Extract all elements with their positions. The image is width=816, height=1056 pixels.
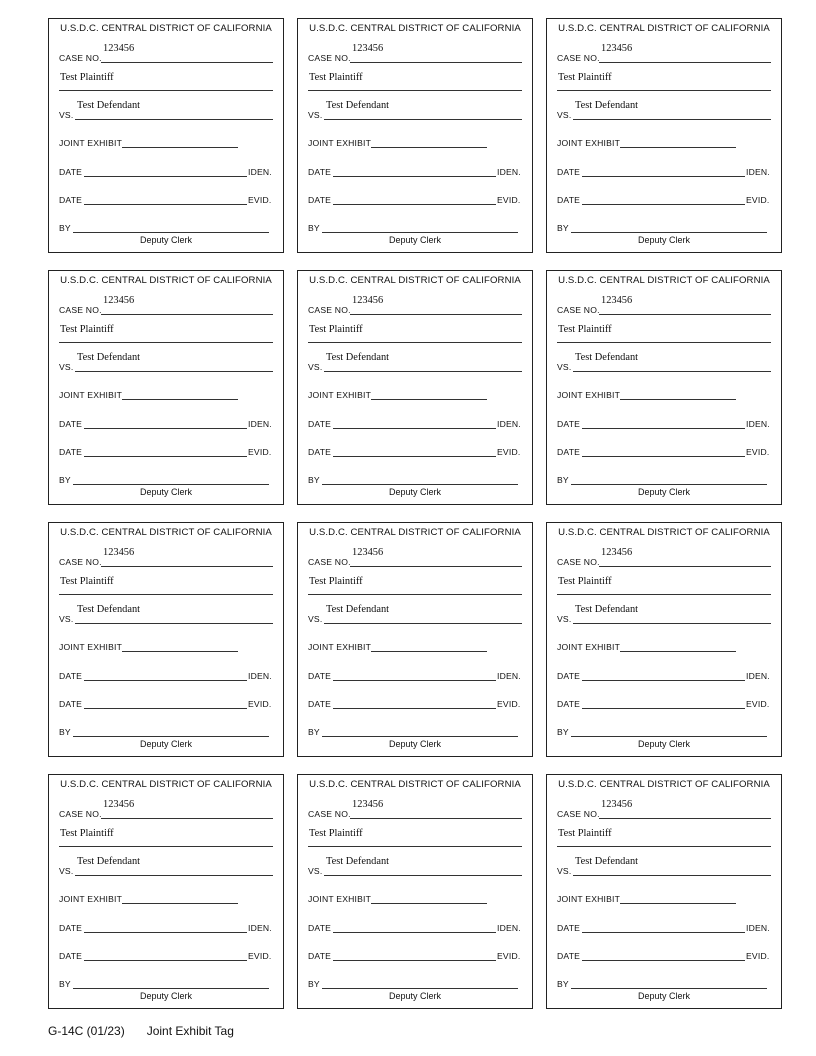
by-label: BY xyxy=(557,979,569,989)
vs-label: VS. xyxy=(557,362,572,372)
date-label: DATE xyxy=(308,167,332,177)
date-label: DATE xyxy=(59,671,83,681)
evid-label: EVID. xyxy=(746,447,770,457)
iden-date-line[interactable] xyxy=(333,428,496,429)
vs-label: VS. xyxy=(59,614,74,624)
plaintiff-line xyxy=(308,846,522,847)
date-label: DATE xyxy=(308,951,332,961)
case-no-label: CASE NO. xyxy=(59,305,102,315)
evid-label: EVID. xyxy=(746,699,770,709)
by-label: BY xyxy=(59,979,71,989)
evid-label: EVID. xyxy=(248,699,272,709)
defendant-value[interactable]: Test Defendant xyxy=(77,100,141,111)
case-no-value[interactable]: 123456 xyxy=(103,547,135,558)
defendant-line xyxy=(75,119,273,120)
vs-label: VS. xyxy=(59,110,74,120)
exhibit-tag xyxy=(546,774,782,1009)
defendant-value[interactable]: Test Defendant xyxy=(575,604,639,615)
deputy-clerk-label: Deputy Clerk xyxy=(388,991,442,1001)
deputy-clerk-label: Deputy Clerk xyxy=(637,739,691,749)
exhibit-tag xyxy=(48,270,284,505)
iden-label: IDEN. xyxy=(497,671,521,681)
defendant-value[interactable]: Test Defendant xyxy=(575,856,639,867)
case-no-value[interactable]: 123456 xyxy=(352,799,384,810)
evid-date-line[interactable] xyxy=(333,960,496,961)
case-no-label: CASE NO. xyxy=(308,53,351,63)
defendant-line xyxy=(324,371,522,372)
date-label: DATE xyxy=(308,195,332,205)
case-no-value[interactable]: 123456 xyxy=(103,295,135,306)
exhibit-tag xyxy=(546,18,782,253)
defendant-line xyxy=(573,119,771,120)
exhibit-tag xyxy=(546,522,782,757)
joint-exhibit-label: JOINT EXHIBIT xyxy=(557,894,621,904)
case-no-label: CASE NO. xyxy=(557,809,600,819)
exhibit-tag xyxy=(297,522,533,757)
by-label: BY xyxy=(308,223,320,233)
defendant-line xyxy=(75,371,273,372)
deputy-clerk-label: Deputy Clerk xyxy=(637,991,691,1001)
date-label: DATE xyxy=(557,195,581,205)
date-label: DATE xyxy=(557,671,581,681)
by-label: BY xyxy=(308,727,320,737)
case-no-line xyxy=(101,818,273,819)
plaintiff-value[interactable]: Test Plaintiff xyxy=(60,828,114,839)
iden-date-line[interactable] xyxy=(333,176,496,177)
iden-label: IDEN. xyxy=(248,419,272,429)
court-header: U.S.D.C. CENTRAL DISTRICT OF CALIFORNIA xyxy=(558,779,770,790)
defendant-value[interactable]: Test Defendant xyxy=(77,604,141,615)
evid-label: EVID. xyxy=(497,951,521,961)
defendant-line xyxy=(75,623,273,624)
case-no-value[interactable]: 123456 xyxy=(601,547,633,558)
vs-label: VS. xyxy=(308,362,323,372)
case-no-line xyxy=(599,566,771,567)
by-line[interactable] xyxy=(571,232,767,233)
evid-label: EVID. xyxy=(746,951,770,961)
joint-exhibit-label: JOINT EXHIBIT xyxy=(557,390,621,400)
court-header: U.S.D.C. CENTRAL DISTRICT OF CALIFORNIA xyxy=(558,275,770,286)
by-line[interactable] xyxy=(73,736,269,737)
case-no-line xyxy=(101,62,273,63)
case-no-value[interactable]: 123456 xyxy=(103,799,135,810)
defendant-line xyxy=(75,875,273,876)
joint-exhibit-label: JOINT EXHIBIT xyxy=(308,138,372,148)
case-no-value[interactable]: 123456 xyxy=(352,295,384,306)
evid-date-line[interactable] xyxy=(84,708,247,709)
evid-label: EVID. xyxy=(248,195,272,205)
plaintiff-line xyxy=(557,594,771,595)
case-no-value[interactable]: 123456 xyxy=(103,43,135,54)
plaintiff-line xyxy=(557,342,771,343)
vs-label: VS. xyxy=(557,614,572,624)
case-no-line xyxy=(599,314,771,315)
plaintiff-line xyxy=(308,342,522,343)
exhibit-number-line[interactable] xyxy=(620,903,736,904)
exhibit-number-line[interactable] xyxy=(620,147,736,148)
vs-label: VS. xyxy=(59,866,74,876)
case-no-label: CASE NO. xyxy=(59,557,102,567)
by-label: BY xyxy=(59,475,71,485)
joint-exhibit-label: JOINT EXHIBIT xyxy=(308,642,372,652)
date-label: DATE xyxy=(59,195,83,205)
court-header: U.S.D.C. CENTRAL DISTRICT OF CALIFORNIA xyxy=(309,23,521,34)
deputy-clerk-label: Deputy Clerk xyxy=(139,487,193,497)
date-label: DATE xyxy=(308,419,332,429)
by-line[interactable] xyxy=(322,484,518,485)
iden-date-line[interactable] xyxy=(333,932,496,933)
court-header: U.S.D.C. CENTRAL DISTRICT OF CALIFORNIA xyxy=(60,779,272,790)
case-no-label: CASE NO. xyxy=(557,557,600,567)
date-label: DATE xyxy=(59,419,83,429)
evid-date-line[interactable] xyxy=(582,708,745,709)
defendant-value[interactable]: Test Defendant xyxy=(77,352,141,363)
iden-date-line[interactable] xyxy=(582,680,745,681)
by-line[interactable] xyxy=(73,988,269,989)
court-header: U.S.D.C. CENTRAL DISTRICT OF CALIFORNIA xyxy=(558,527,770,538)
joint-exhibit-label: JOINT EXHIBIT xyxy=(557,642,621,652)
by-label: BY xyxy=(308,979,320,989)
exhibit-tag-sheet xyxy=(48,18,782,1009)
plaintiff-line xyxy=(557,846,771,847)
date-label: DATE xyxy=(59,167,83,177)
deputy-clerk-label: Deputy Clerk xyxy=(139,235,193,245)
iden-label: IDEN. xyxy=(746,923,770,933)
deputy-clerk-label: Deputy Clerk xyxy=(139,991,193,1001)
defendant-value[interactable]: Test Defendant xyxy=(77,856,141,867)
court-header: U.S.D.C. CENTRAL DISTRICT OF CALIFORNIA xyxy=(60,23,272,34)
exhibit-tag xyxy=(48,522,284,757)
plaintiff-value[interactable]: Test Plaintiff xyxy=(60,576,114,587)
joint-exhibit-label: JOINT EXHIBIT xyxy=(59,390,123,400)
plaintiff-value[interactable]: Test Plaintiff xyxy=(558,324,612,335)
form-code: G-14C (01/23) xyxy=(48,1024,125,1038)
date-label: DATE xyxy=(308,447,332,457)
evid-date-line[interactable] xyxy=(582,204,745,205)
date-label: DATE xyxy=(308,671,332,681)
plaintiff-line xyxy=(308,594,522,595)
date-label: DATE xyxy=(59,923,83,933)
evid-date-line[interactable] xyxy=(84,960,247,961)
case-no-value[interactable]: 123456 xyxy=(352,547,384,558)
evid-label: EVID. xyxy=(248,447,272,457)
exhibit-number-line[interactable] xyxy=(122,147,238,148)
by-label: BY xyxy=(308,475,320,485)
evid-label: EVID. xyxy=(497,195,521,205)
by-label: BY xyxy=(557,223,569,233)
date-label: DATE xyxy=(557,419,581,429)
defendant-value[interactable]: Test Defendant xyxy=(326,604,390,615)
plaintiff-line xyxy=(308,90,522,91)
joint-exhibit-label: JOINT EXHIBIT xyxy=(59,894,123,904)
by-line[interactable] xyxy=(73,232,269,233)
iden-date-line[interactable] xyxy=(84,428,247,429)
date-label: DATE xyxy=(557,699,581,709)
deputy-clerk-label: Deputy Clerk xyxy=(388,487,442,497)
by-label: BY xyxy=(557,475,569,485)
plaintiff-line xyxy=(59,342,273,343)
deputy-clerk-label: Deputy Clerk xyxy=(388,235,442,245)
case-no-label: CASE NO. xyxy=(557,305,600,315)
iden-label: IDEN. xyxy=(497,923,521,933)
iden-date-line[interactable] xyxy=(84,176,247,177)
court-header: U.S.D.C. CENTRAL DISTRICT OF CALIFORNIA xyxy=(60,527,272,538)
case-no-label: CASE NO. xyxy=(308,305,351,315)
exhibit-number-line[interactable] xyxy=(371,903,487,904)
court-header: U.S.D.C. CENTRAL DISTRICT OF CALIFORNIA xyxy=(309,779,521,790)
defendant-line xyxy=(573,623,771,624)
exhibit-tag xyxy=(297,18,533,253)
joint-exhibit-label: JOINT EXHIBIT xyxy=(59,642,123,652)
evid-date-line[interactable] xyxy=(582,960,745,961)
case-no-label: CASE NO. xyxy=(308,809,351,819)
evid-date-line[interactable] xyxy=(84,204,247,205)
iden-date-line[interactable] xyxy=(84,932,247,933)
by-label: BY xyxy=(59,223,71,233)
exhibit-number-line[interactable] xyxy=(371,399,487,400)
evid-date-line[interactable] xyxy=(333,708,496,709)
joint-exhibit-label: JOINT EXHIBIT xyxy=(59,138,123,148)
court-header: U.S.D.C. CENTRAL DISTRICT OF CALIFORNIA xyxy=(309,527,521,538)
iden-label: IDEN. xyxy=(248,167,272,177)
joint-exhibit-label: JOINT EXHIBIT xyxy=(308,894,372,904)
exhibit-number-line[interactable] xyxy=(371,147,487,148)
date-label: DATE xyxy=(308,923,332,933)
form-footer xyxy=(48,1024,234,1038)
court-header: U.S.D.C. CENTRAL DISTRICT OF CALIFORNIA xyxy=(60,275,272,286)
iden-label: IDEN. xyxy=(746,671,770,681)
defendant-value[interactable]: Test Defendant xyxy=(575,100,639,111)
date-label: DATE xyxy=(59,699,83,709)
iden-label: IDEN. xyxy=(497,167,521,177)
evid-date-line[interactable] xyxy=(333,456,496,457)
plaintiff-value[interactable]: Test Plaintiff xyxy=(558,828,612,839)
by-label: BY xyxy=(59,727,71,737)
by-line[interactable] xyxy=(322,988,518,989)
date-label: DATE xyxy=(557,923,581,933)
by-line[interactable] xyxy=(571,988,767,989)
vs-label: VS. xyxy=(557,110,572,120)
iden-date-line[interactable] xyxy=(582,176,745,177)
case-no-line xyxy=(350,566,522,567)
deputy-clerk-label: Deputy Clerk xyxy=(637,487,691,497)
by-line[interactable] xyxy=(571,484,767,485)
evid-date-line[interactable] xyxy=(84,456,247,457)
joint-exhibit-label: JOINT EXHIBIT xyxy=(308,390,372,400)
date-label: DATE xyxy=(308,699,332,709)
defendant-value[interactable]: Test Defendant xyxy=(326,100,390,111)
exhibit-number-line[interactable] xyxy=(620,651,736,652)
vs-label: VS. xyxy=(557,866,572,876)
evid-label: EVID. xyxy=(746,195,770,205)
case-no-line xyxy=(599,62,771,63)
form-title: Joint Exhibit Tag xyxy=(146,1024,234,1038)
defendant-value[interactable]: Test Defendant xyxy=(326,856,390,867)
case-no-label: CASE NO. xyxy=(59,809,102,819)
case-no-value[interactable]: 123456 xyxy=(601,799,633,810)
iden-label: IDEN. xyxy=(248,923,272,933)
iden-label: IDEN. xyxy=(746,167,770,177)
court-header: U.S.D.C. CENTRAL DISTRICT OF CALIFORNIA xyxy=(558,23,770,34)
evid-date-line[interactable] xyxy=(333,204,496,205)
defendant-line xyxy=(573,371,771,372)
evid-label: EVID. xyxy=(497,447,521,457)
plaintiff-value[interactable]: Test Plaintiff xyxy=(309,828,363,839)
case-no-label: CASE NO. xyxy=(557,53,600,63)
iden-label: IDEN. xyxy=(497,419,521,429)
case-no-line xyxy=(350,314,522,315)
case-no-value[interactable]: 123456 xyxy=(601,43,633,54)
case-no-line xyxy=(101,566,273,567)
defendant-line xyxy=(324,119,522,120)
plaintiff-line xyxy=(59,90,273,91)
defendant-line xyxy=(573,875,771,876)
date-label: DATE xyxy=(557,167,581,177)
vs-label: VS. xyxy=(308,866,323,876)
exhibit-number-line[interactable] xyxy=(620,399,736,400)
by-line[interactable] xyxy=(73,484,269,485)
case-no-line xyxy=(599,818,771,819)
iden-date-line[interactable] xyxy=(333,680,496,681)
iden-date-line[interactable] xyxy=(582,428,745,429)
deputy-clerk-label: Deputy Clerk xyxy=(388,739,442,749)
iden-label: IDEN. xyxy=(746,419,770,429)
evid-label: EVID. xyxy=(248,951,272,961)
plaintiff-line xyxy=(557,90,771,91)
date-label: DATE xyxy=(557,447,581,457)
by-line[interactable] xyxy=(322,232,518,233)
plaintiff-line xyxy=(59,594,273,595)
court-header: U.S.D.C. CENTRAL DISTRICT OF CALIFORNIA xyxy=(309,275,521,286)
plaintiff-value[interactable]: Test Plaintiff xyxy=(309,324,363,335)
plaintiff-value[interactable]: Test Plaintiff xyxy=(309,72,363,83)
date-label: DATE xyxy=(557,951,581,961)
plaintiff-value[interactable]: Test Plaintiff xyxy=(60,324,114,335)
iden-date-line[interactable] xyxy=(582,932,745,933)
defendant-line xyxy=(324,875,522,876)
case-no-value[interactable]: 123456 xyxy=(601,295,633,306)
exhibit-number-line[interactable] xyxy=(371,651,487,652)
joint-exhibit-label: JOINT EXHIBIT xyxy=(557,138,621,148)
exhibit-tag xyxy=(48,774,284,1009)
date-label: DATE xyxy=(59,951,83,961)
case-no-line xyxy=(350,62,522,63)
case-no-line xyxy=(101,314,273,315)
plaintiff-value[interactable]: Test Plaintiff xyxy=(60,72,114,83)
deputy-clerk-label: Deputy Clerk xyxy=(139,739,193,749)
by-line[interactable] xyxy=(322,736,518,737)
case-no-label: CASE NO. xyxy=(308,557,351,567)
plaintiff-line xyxy=(59,846,273,847)
vs-label: VS. xyxy=(308,614,323,624)
evid-label: EVID. xyxy=(497,699,521,709)
defendant-value[interactable]: Test Defendant xyxy=(575,352,639,363)
plaintiff-value[interactable]: Test Plaintiff xyxy=(558,72,612,83)
exhibit-number-line[interactable] xyxy=(122,651,238,652)
iden-label: IDEN. xyxy=(248,671,272,681)
by-label: BY xyxy=(557,727,569,737)
exhibit-tag xyxy=(297,774,533,1009)
case-no-label: CASE NO. xyxy=(59,53,102,63)
exhibit-number-line[interactable] xyxy=(122,903,238,904)
exhibit-tag xyxy=(48,18,284,253)
vs-label: VS. xyxy=(308,110,323,120)
defendant-line xyxy=(324,623,522,624)
exhibit-tag xyxy=(546,270,782,505)
iden-date-line[interactable] xyxy=(84,680,247,681)
vs-label: VS. xyxy=(59,362,74,372)
date-label: DATE xyxy=(59,447,83,457)
by-line[interactable] xyxy=(571,736,767,737)
case-no-value[interactable]: 123456 xyxy=(352,43,384,54)
plaintiff-value[interactable]: Test Plaintiff xyxy=(309,576,363,587)
plaintiff-value[interactable]: Test Plaintiff xyxy=(558,576,612,587)
exhibit-tag xyxy=(297,270,533,505)
case-no-line xyxy=(350,818,522,819)
defendant-value[interactable]: Test Defendant xyxy=(326,352,390,363)
evid-date-line[interactable] xyxy=(582,456,745,457)
exhibit-number-line[interactable] xyxy=(122,399,238,400)
deputy-clerk-label: Deputy Clerk xyxy=(637,235,691,245)
